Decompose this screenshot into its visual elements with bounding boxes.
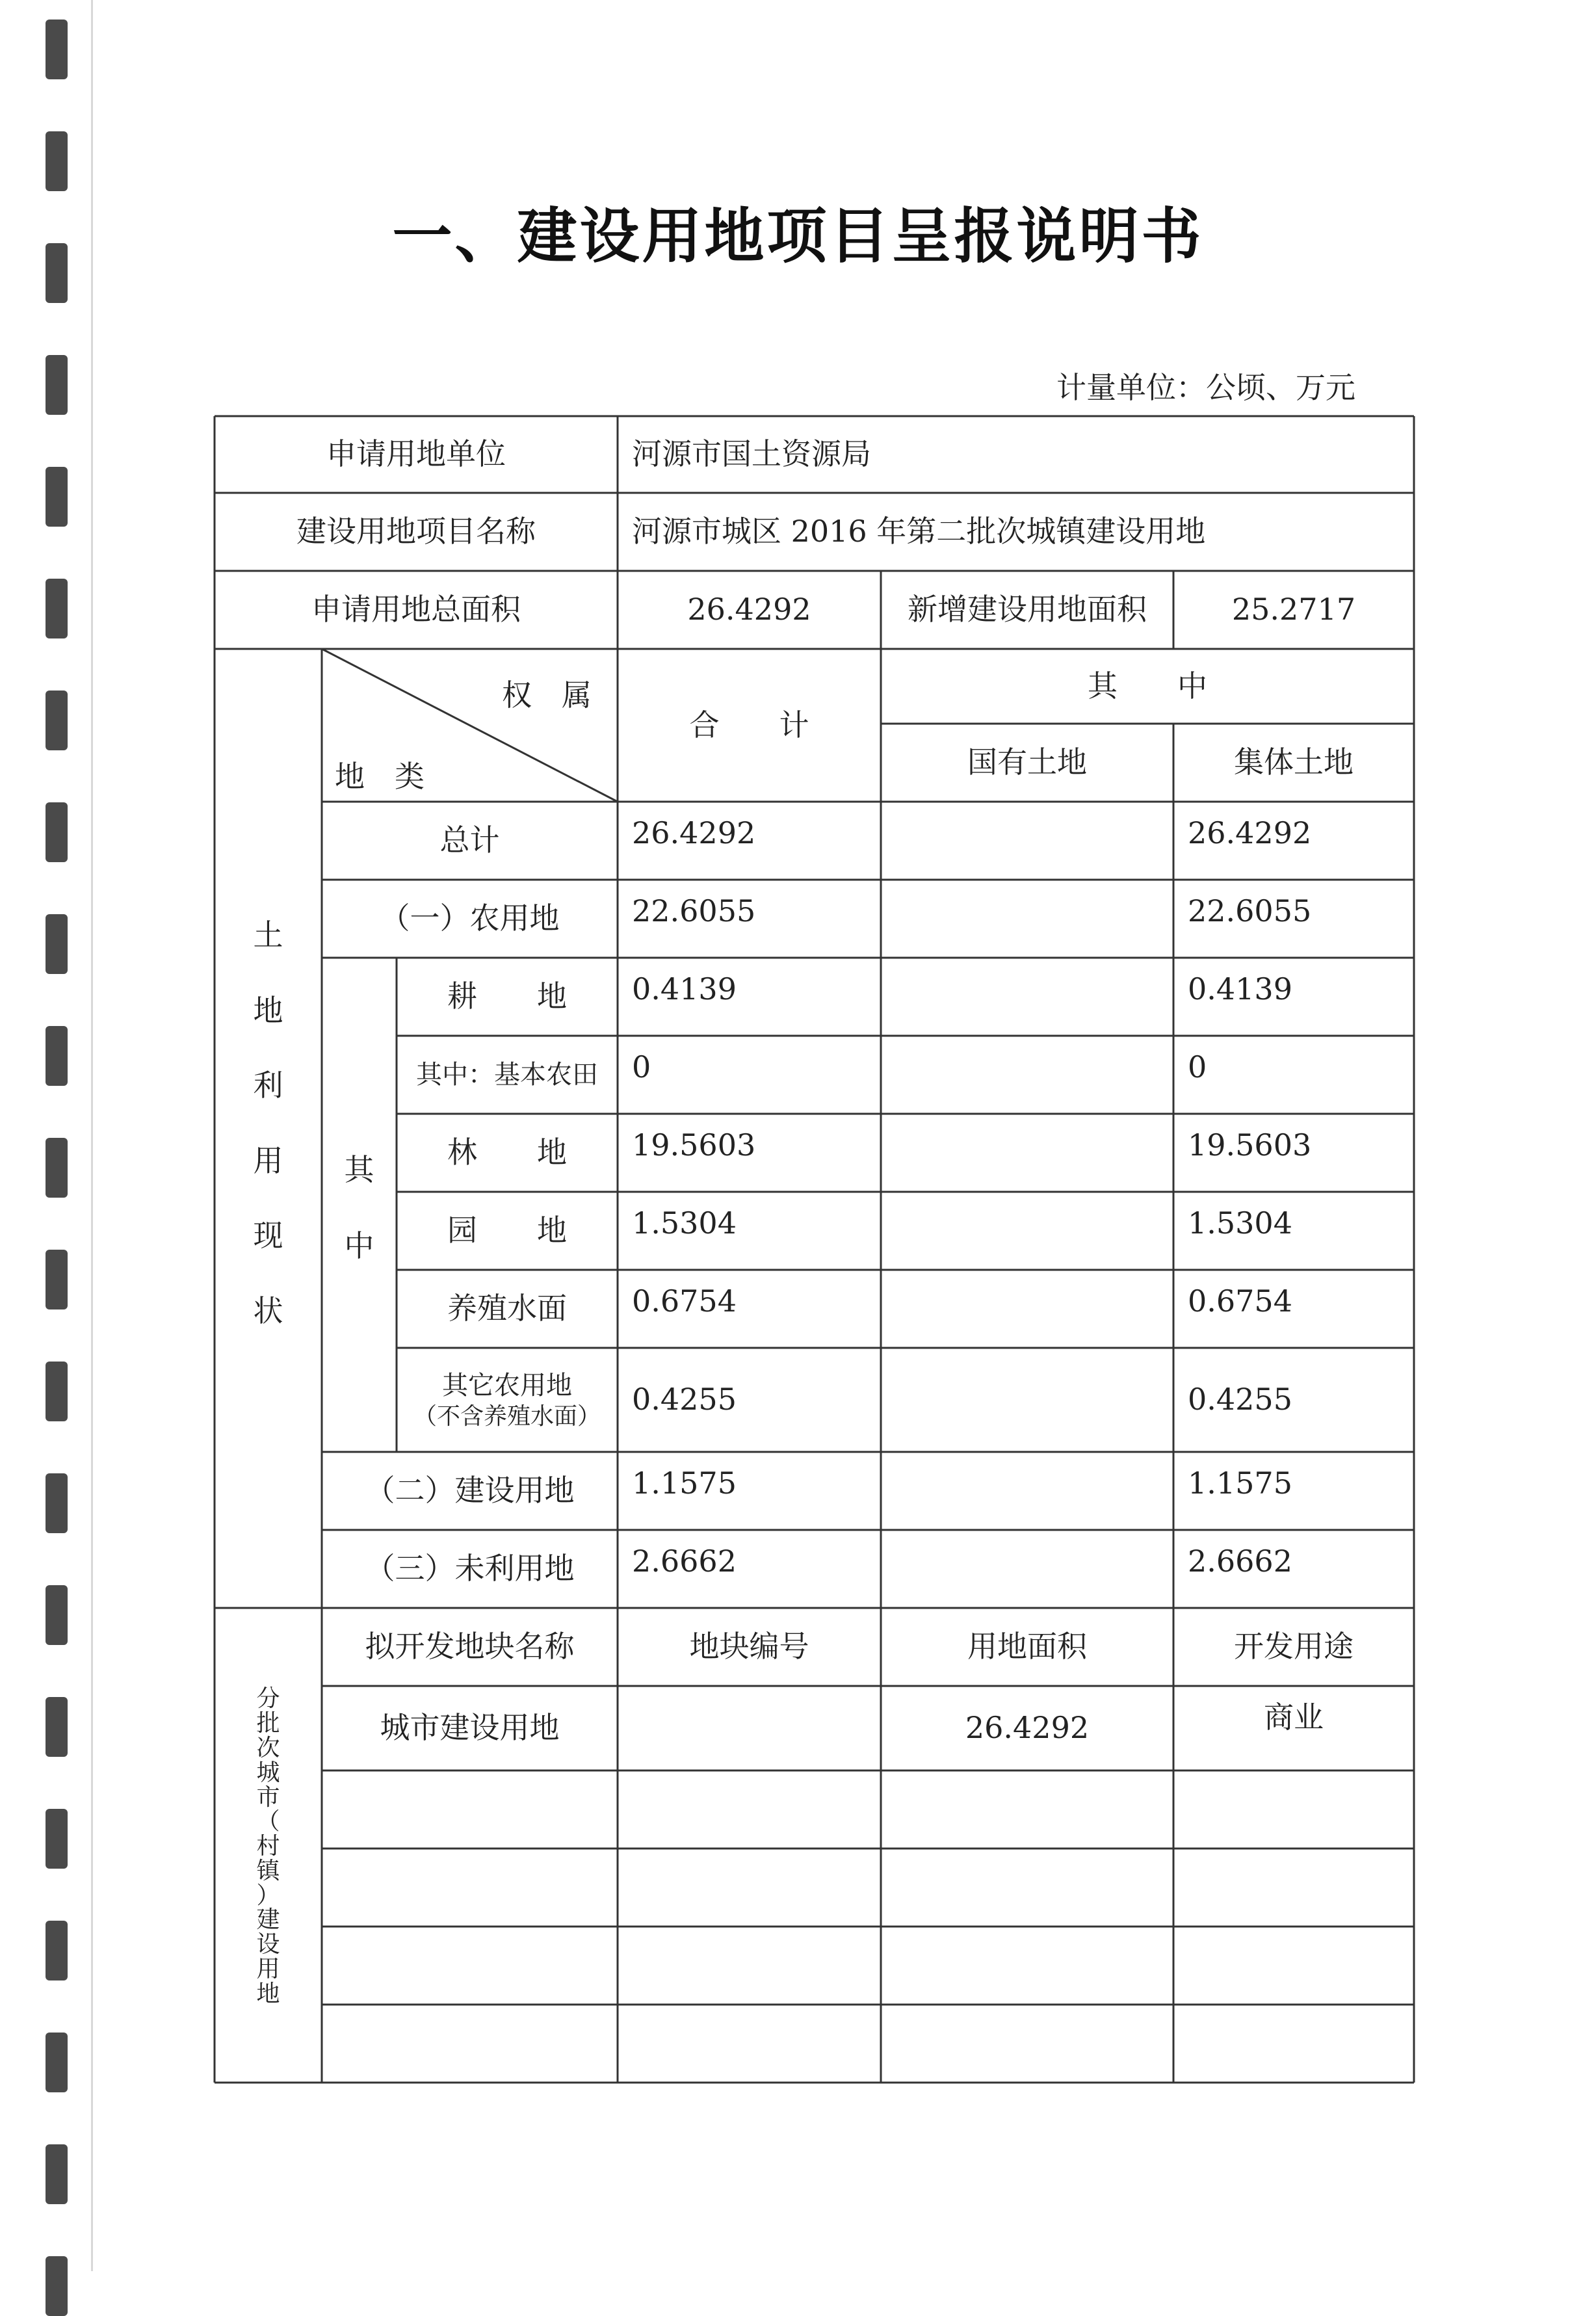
- row-label: 耕 地: [447, 979, 567, 1014]
- sub-group-char: 其: [344, 1151, 374, 1187]
- row-state-value: [881, 880, 1173, 958]
- batch-cell-name: 城市建设用地: [380, 1710, 560, 1746]
- row-state-value: [881, 1270, 1173, 1348]
- row-total-value: 1.5304: [632, 1205, 737, 1241]
- batch-cell-use: 商业: [1264, 1700, 1324, 1735]
- row-total-value: 22.6055: [632, 893, 756, 928]
- side-label-char: 批: [256, 1710, 280, 1737]
- batch-cell-name: [322, 1849, 618, 1927]
- side-label-char: 城: [256, 1759, 280, 1786]
- batch-column-header: 拟开发地块名称: [365, 1629, 575, 1665]
- row-state-value: [881, 1452, 1173, 1530]
- project-name-value: 河源市城区 2016 年第二批次城镇建设用地: [632, 514, 1206, 549]
- row-collective-value: 1.5304: [1188, 1205, 1292, 1241]
- side-label-char: 地: [253, 992, 283, 1028]
- side-label-char: 地: [256, 1980, 280, 2007]
- row-label: 总计: [439, 822, 500, 858]
- row-collective-value: 19.5603: [1188, 1127, 1312, 1163]
- batch-side-label: [215, 1612, 322, 2081]
- row-state-value: [881, 1114, 1173, 1192]
- row-total-value: 0.6754: [632, 1283, 737, 1319]
- batch-cell-name: [322, 2005, 618, 2083]
- batch-cell-area: 26.4292: [965, 1710, 1090, 1746]
- applicant-label: 申请用地单位: [326, 436, 506, 472]
- batch-cell-code: [618, 1770, 881, 1849]
- row-collective-value: 1.1575: [1188, 1466, 1292, 1501]
- row-collective-value: 0.4255: [1188, 1382, 1292, 1417]
- batch-cell-code: [618, 1686, 881, 1770]
- row-label: 养殖水面: [447, 1291, 567, 1326]
- row-collective-value: 26.4292: [1188, 815, 1312, 850]
- row-collective-value: 2.6662: [1188, 1544, 1292, 1579]
- row-state-value: [881, 802, 1173, 880]
- batch-cell-area: [881, 1927, 1173, 2005]
- row-label: [397, 1348, 618, 1452]
- row-total-value: 1.1575: [632, 1466, 737, 1501]
- batch-cell-code: [618, 2005, 881, 2083]
- column-total-header: 合 计: [689, 707, 809, 743]
- row-total-value: 0.4139: [632, 971, 737, 1007]
- batch-cell-code: [618, 1927, 881, 2005]
- column-collective-land-header: 集体土地: [1234, 744, 1354, 780]
- side-label-char: 用: [256, 1956, 280, 1983]
- sub-group-label: [322, 958, 397, 1458]
- total-area-label: 申请用地总面积: [311, 592, 521, 627]
- row-label-main: 其它农用地: [442, 1370, 572, 1401]
- row-label: （一）农用地: [380, 901, 560, 936]
- column-of-which-header: 其 中: [1088, 668, 1207, 704]
- batch-cell-use: [1173, 1770, 1414, 1849]
- total-area-value: 26.4292: [687, 592, 811, 627]
- diagonal-header-bottom: 地 类: [335, 759, 425, 795]
- side-label-char: 建: [256, 1906, 280, 1934]
- row-label: （三）未利用地: [365, 1551, 575, 1586]
- row-state-value: [881, 958, 1173, 1036]
- document-title: 一、建设用地项目呈报说明书: [392, 202, 1204, 271]
- side-label-char: （: [256, 1808, 280, 1836]
- side-label-char: 市: [256, 1783, 280, 1811]
- row-state-value: [881, 1036, 1173, 1114]
- batch-cell-area: [881, 2005, 1173, 2083]
- row-label: 林 地: [447, 1135, 567, 1170]
- side-label-char: 用: [253, 1142, 283, 1178]
- batch-cell-area: [881, 1770, 1173, 1849]
- side-label-char: 利: [253, 1068, 283, 1103]
- row-total-value: 26.4292: [632, 815, 756, 850]
- row-total-value: 19.5603: [632, 1127, 756, 1163]
- batch-cell-name: [322, 1927, 618, 2005]
- row-collective-value: 22.6055: [1188, 893, 1312, 928]
- measurement-unit: 计量单位：公顷、万元: [1056, 370, 1355, 405]
- batch-cell-use: [1173, 1927, 1414, 2005]
- row-label: 其中：基本农田: [416, 1060, 598, 1090]
- row-collective-value: 0: [1188, 1049, 1207, 1085]
- batch-cell-code: [618, 1849, 881, 1927]
- side-label-char: 分: [256, 1685, 280, 1713]
- project-name-label: 建设用地项目名称: [296, 514, 536, 549]
- batch-cell-use: [1173, 2005, 1414, 2083]
- batch-cell-area: [881, 1849, 1173, 1927]
- row-state-value: [881, 1192, 1173, 1270]
- row-label-note: （不含养殖水面）: [413, 1402, 601, 1430]
- land-use-side-label: [215, 878, 322, 1398]
- side-label-char: 次: [256, 1734, 280, 1761]
- row-label: （二）建设用地: [365, 1473, 575, 1508]
- row-label: 园 地: [447, 1213, 567, 1248]
- diagonal-header-top: 权 属: [502, 678, 592, 713]
- row-total-value: 2.6662: [632, 1544, 737, 1579]
- row-state-value: [881, 1530, 1173, 1608]
- row-collective-value: 0.4139: [1188, 971, 1292, 1007]
- row-total-value: 0: [632, 1049, 651, 1085]
- side-label-char: ）: [256, 1882, 280, 1909]
- applicant-value: 河源市国土资源局: [632, 436, 871, 472]
- batch-column-header: 开发用途: [1234, 1629, 1354, 1665]
- row-state-value: [881, 1348, 1173, 1452]
- batch-cell-name: [322, 1770, 618, 1849]
- sub-group-char: 中: [344, 1228, 374, 1263]
- side-label-char: 镇: [256, 1857, 280, 1884]
- column-state-land-header: 国有土地: [967, 744, 1087, 780]
- new-area-value: 25.2717: [1231, 592, 1356, 627]
- new-area-label: 新增建设用地面积: [908, 592, 1147, 627]
- side-label-char: 状: [253, 1293, 283, 1328]
- row-collective-value: 0.6754: [1188, 1283, 1292, 1319]
- side-label-char: 土: [253, 917, 283, 953]
- row-total-value: 0.4255: [632, 1382, 737, 1417]
- batch-cell-use: [1173, 1849, 1414, 1927]
- batch-column-header: 地块编号: [689, 1629, 809, 1665]
- batch-column-header: 用地面积: [967, 1629, 1087, 1665]
- side-label-char: 村: [256, 1833, 280, 1860]
- side-label-char: 现: [253, 1218, 283, 1253]
- side-label-char: 设: [256, 1931, 280, 1958]
